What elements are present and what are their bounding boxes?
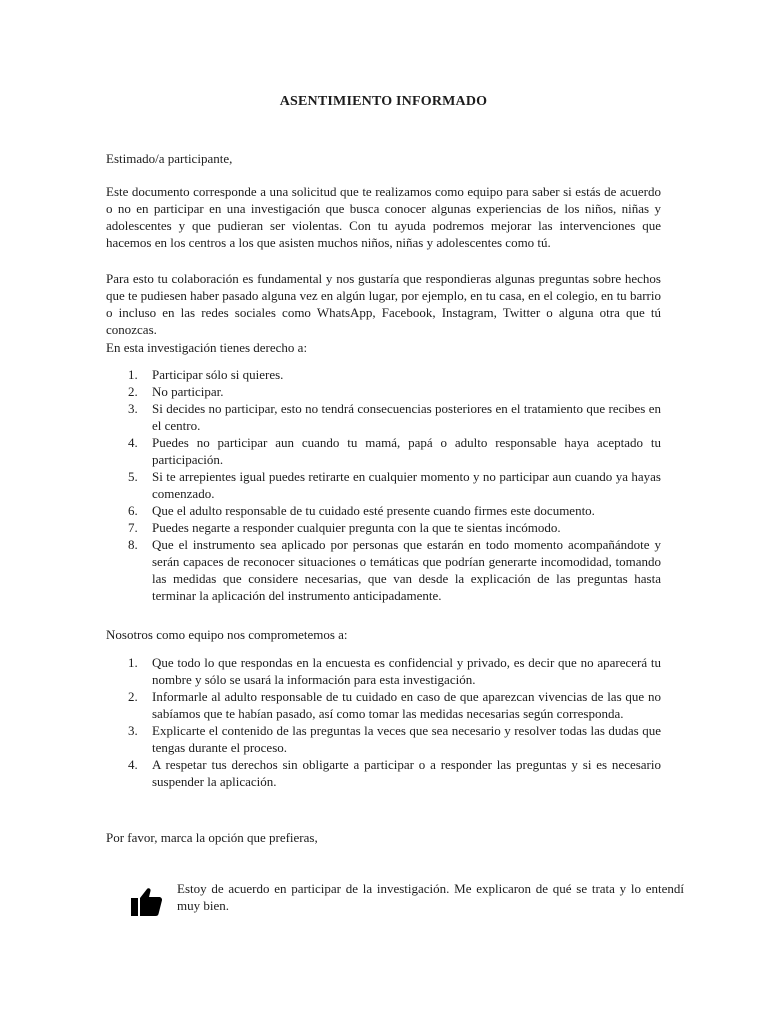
commitments-heading: Nosotros como equipo nos comprometemos a: — [106, 627, 348, 642]
item-number: 4. — [128, 435, 138, 450]
rights-list — [106, 366, 661, 604]
item-number: 2. — [128, 689, 138, 704]
document-title: ASENTIMIENTO INFORMADO — [279, 94, 488, 109]
list-item — [106, 434, 661, 468]
item-text: Puedes negarte a responder cualquier pregunta con la que te sientas incómodo. — [152, 520, 561, 535]
item-text: Si decides no participar, esto no tendrá consecuencias posteriores en el tratamiento que recibes en el centro. — [152, 401, 661, 433]
list-item — [106, 688, 661, 722]
item-text: No participar. — [152, 384, 224, 399]
item-text: Que el adulto responsable de tu cuidado esté presente cuando firmes este documento. — [152, 503, 595, 518]
item-number: 3. — [128, 401, 138, 416]
item-number: 2. — [128, 384, 138, 399]
item-text: Informarle al adulto responsable de tu cuidado en caso de que aparezcan vivencias de las que no sabíamos que te habían pasado, así como tomar las medidas necesarias según corresponda. — [152, 689, 661, 721]
item-text: Participar sólo si quieres. — [152, 367, 284, 382]
list-item — [106, 654, 661, 688]
choose-option-prompt: Por favor, marca la opción que prefieras, — [106, 830, 318, 845]
list-item — [106, 519, 661, 536]
list-item — [106, 756, 661, 790]
item-text: Que el instrumento sea aplicado por personas que estarán en todo momento acompañándote y serán capaces de reconocer situaciones o temáticas que podrían generarte incomodidad, tomando las medidas que considere necesarias, que van desde la explicación de las preguntas hasta terminar la aplicación del instrumento anticipadamente. — [152, 537, 661, 603]
item-number: 4. — [128, 757, 138, 772]
item-number: 1. — [128, 655, 138, 670]
list-item — [106, 536, 661, 604]
item-number: 6. — [128, 503, 138, 518]
rights-heading: En esta investigación tienes derecho a: — [106, 340, 308, 355]
list-item — [106, 400, 661, 434]
greeting: Estimado/a participante, — [106, 151, 233, 166]
item-text: A respetar tus derechos sin obligarte a participar o a responder las preguntas y si es necesario suspender la aplicación. — [152, 757, 661, 789]
consent-text: Estoy de acuerdo en participar de la investigación. Me explicaron de qué se trata y lo entendí muy bien. — [177, 881, 684, 913]
list-item — [106, 366, 661, 383]
item-text: Si te arrepientes igual puedes retirarte en cualquier momento y no participar aun cuando ya hayas comenzado. — [152, 469, 661, 501]
thumbs-up-icon[interactable] — [130, 886, 164, 918]
item-text: Que todo lo que respondas en la encuesta es confidencial y privado, es decir que no aparecerá tu nombre y sólo se usará la información para esta investigación. — [152, 655, 661, 687]
intro-paragraph: Este documento corresponde a una solicitud que te realizamos como equipo para saber si estás de acuerdo o no en participar en una investigación que busca conocer algunas experiencias de los niños, niñas y adolescentes y que pudieran ser violentas. Con tu ayuda podremos mejorar las intervenciones que hacemos en los centros a los que asisten muchos niños, niñas y adolescentes como tú. — [106, 184, 661, 250]
list-item — [106, 383, 661, 400]
item-text: Explicarte el contenido de las preguntas la veces que sea necesario y resolver todas las dudas que tengas durante el proceso. — [152, 723, 661, 755]
item-number: 5. — [128, 469, 138, 484]
item-number: 1. — [128, 367, 138, 382]
list-item — [106, 722, 661, 756]
item-number: 7. — [128, 520, 138, 535]
item-number: 3. — [128, 723, 138, 738]
commitments-list — [106, 654, 661, 790]
item-number: 8. — [128, 537, 138, 552]
list-item — [106, 502, 661, 519]
item-text: Puedes no participar aun cuando tu mamá, papá o adulto responsable haya aceptado tu participación. — [152, 435, 661, 467]
list-item — [106, 468, 661, 502]
collaboration-paragraph: Para esto tu colaboración es fundamental y nos gustaría que respondieras algunas preguntas sobre hechos que te pudiesen haber pasado alguna vez en algún lugar, por ejemplo, en tu casa, en el colegio, en tu barrio o incluso en las redes sociales como WhatsApp, Facebook, Instagram, Twitter o alguna otra que tú conozcas. — [106, 271, 661, 337]
